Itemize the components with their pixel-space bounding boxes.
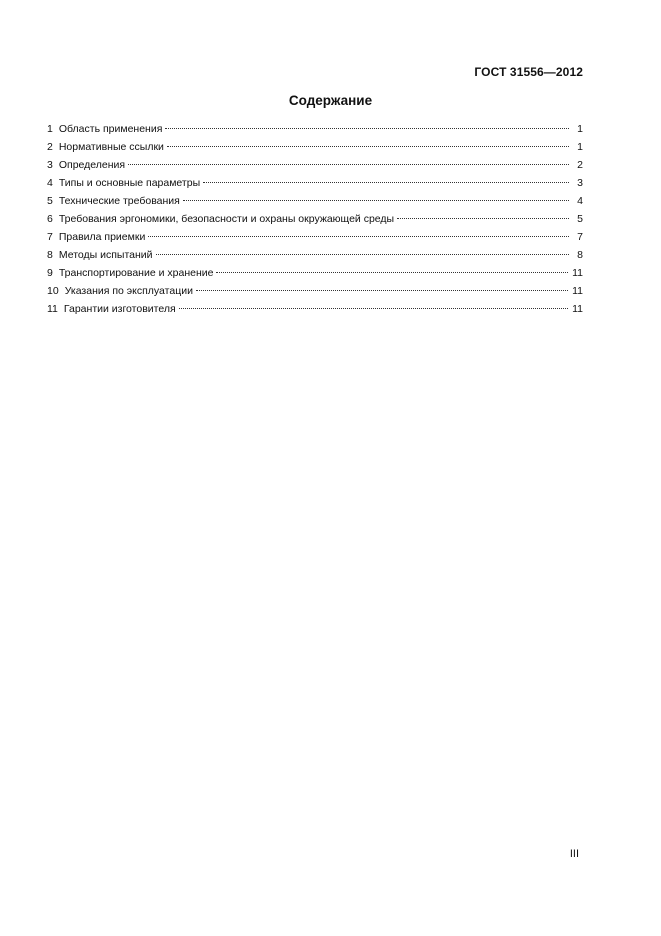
table-of-contents (47, 120, 583, 318)
dot-leader (183, 200, 569, 201)
document-code: ГОСТ 31556—2012 (474, 65, 583, 79)
toc-entry-number: 11 (47, 303, 58, 315)
toc-entry-page: 5 (577, 213, 583, 225)
toc-entry-title: Типы и основные параметры (58, 177, 201, 189)
toc-entry-title: Область применения (58, 123, 163, 135)
toc-entry-number: 2 (47, 141, 53, 153)
dot-leader (156, 254, 570, 255)
toc-entry-number: 4 (47, 177, 53, 189)
dot-leader (179, 308, 568, 309)
toc-entry-title: Определения (58, 159, 126, 171)
toc-entry[interactable] (47, 138, 583, 156)
toc-entry-page: 1 (577, 123, 583, 135)
dot-leader (128, 164, 569, 165)
page-number: III (569, 848, 579, 860)
dot-leader (397, 218, 569, 219)
toc-entry[interactable] (47, 246, 583, 264)
toc-entry[interactable] (47, 210, 583, 228)
toc-entry-number: 1 (47, 123, 53, 135)
toc-title: Содержание (288, 93, 373, 108)
toc-entry-page: 4 (577, 195, 583, 207)
toc-entry[interactable] (47, 192, 583, 210)
toc-entry-page: 1 (577, 141, 583, 153)
toc-entry-title: Транспортирование и хранение (58, 267, 214, 279)
toc-entry[interactable] (47, 282, 583, 300)
dot-leader (167, 146, 569, 147)
toc-entry[interactable] (47, 264, 583, 282)
toc-entry-title: Методы испытаний (58, 249, 153, 261)
toc-entry-title: Указания по эксплуатации (64, 285, 193, 297)
toc-entry[interactable] (47, 156, 583, 174)
toc-entry-title: Нормативные ссылки (58, 141, 164, 153)
toc-entry-number: 9 (47, 267, 53, 279)
toc-entry-page: 11 (572, 303, 583, 315)
toc-entry-title: Правила приемки (58, 231, 146, 243)
toc-entry-number: 6 (47, 213, 53, 225)
toc-entry-title: Требования эргономики, безопасности и охраны окружающей среды (58, 213, 395, 225)
toc-entry-page: 11 (572, 267, 583, 279)
toc-entry-title: Гарантии изготовителя (63, 303, 176, 315)
toc-entry[interactable] (47, 300, 583, 318)
toc-entry[interactable] (47, 120, 583, 138)
toc-entry-number: 3 (47, 159, 53, 171)
toc-entry-page: 3 (577, 177, 583, 189)
toc-entry-number: 5 (47, 195, 53, 207)
toc-entry-number: 7 (47, 231, 53, 243)
dot-leader (203, 182, 569, 183)
toc-entry-number: 8 (47, 249, 53, 261)
toc-entry-page: 8 (577, 249, 583, 261)
dot-leader (216, 272, 568, 273)
toc-entry-page: 2 (577, 159, 583, 171)
dot-leader (165, 128, 569, 129)
dot-leader (196, 290, 568, 291)
toc-entry[interactable] (47, 228, 583, 246)
toc-entry[interactable] (47, 174, 583, 192)
dot-leader (148, 236, 569, 237)
toc-entry-page: 11 (572, 285, 583, 297)
toc-entry-page: 7 (577, 231, 583, 243)
toc-entry-number: 10 (47, 285, 59, 297)
toc-entry-title: Технические требования (58, 195, 180, 207)
